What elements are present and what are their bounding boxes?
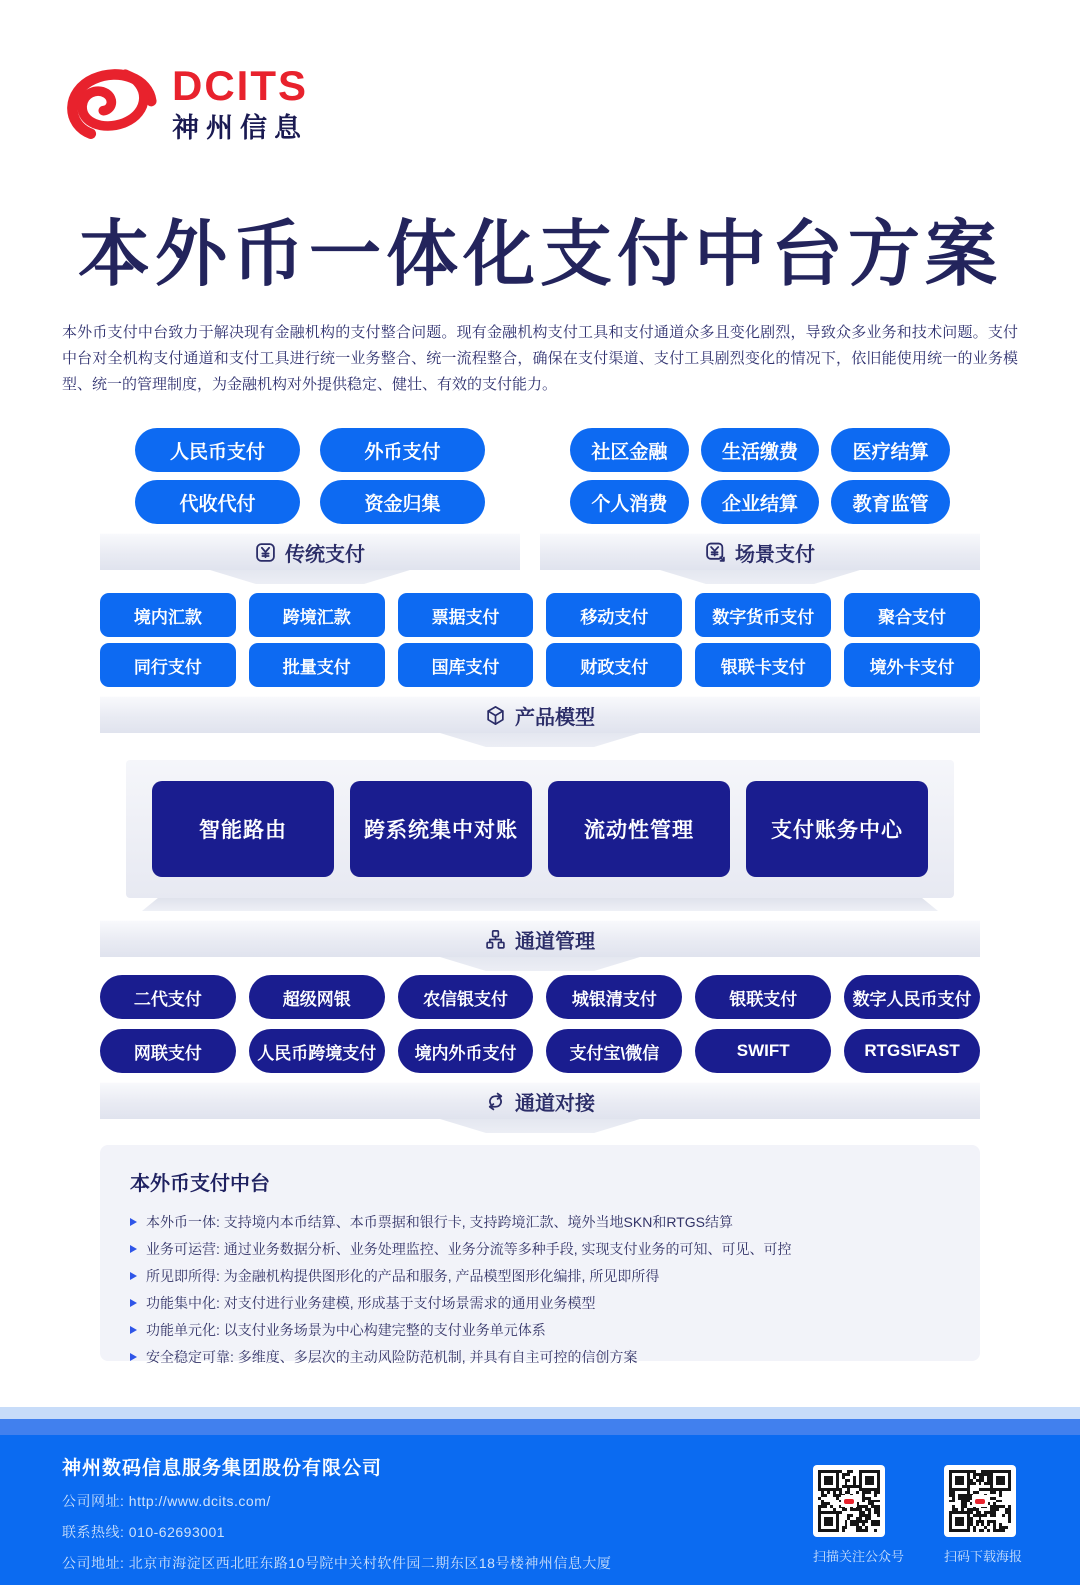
pedestal-label: 传统支付 — [285, 543, 365, 566]
channel-management-section — [100, 760, 980, 971]
product-box: 票据支付 — [398, 593, 534, 637]
bullet-arrow-icon — [130, 1326, 137, 1334]
bullet-arrow-icon — [130, 1218, 137, 1226]
channel-conn-pill: 网联支付 — [100, 1029, 236, 1073]
scene-payment-pedestal — [540, 533, 980, 584]
scene-payment-group — [540, 428, 980, 584]
channel-management-pedestal — [100, 920, 980, 971]
channel-mgmt-box: 跨系统集中对账 — [350, 781, 532, 877]
product-box: 国库支付 — [398, 643, 534, 687]
traditional-pill: 代收代付 — [135, 480, 300, 524]
scene-pill: 生活缴费 — [701, 428, 820, 472]
bullet-arrow-icon — [130, 1299, 137, 1307]
org-chart-icon — [485, 929, 506, 950]
scene-pill: 企业结算 — [701, 480, 820, 524]
brand-name-chinese: 神州信息 — [172, 112, 308, 143]
payment-groups — [100, 428, 980, 584]
pedestal-label: 通道对接 — [515, 1092, 595, 1115]
feature-bullet: 所见即所得: 为金融机构提供图形化的产品和服务, 产品模型图形化编排, 所见即所得 — [130, 1262, 950, 1289]
product-model-section — [100, 593, 980, 747]
feature-bullet: 功能单元化: 以支付业务场景为中心构建完整的支付业务单元体系 — [130, 1316, 950, 1343]
scene-pill: 社区金融 — [570, 428, 689, 472]
exchange-arrows-icon — [485, 1091, 506, 1112]
qr-caption: 扫描关注公众号 — [812, 1549, 904, 1564]
dcits-logo — [62, 61, 308, 143]
qr-center-logo — [841, 1495, 857, 1507]
channel-conn-pill: 银联支付 — [695, 975, 831, 1019]
qr-codes — [813, 1465, 1022, 1565]
channel-conn-pill: 人民币跨境支付 — [249, 1029, 385, 1073]
card-title: 本外币支付中台 — [130, 1173, 270, 1195]
product-box: 数字货币支付 — [695, 593, 831, 637]
bullet-arrow-icon — [130, 1353, 137, 1361]
channel-conn-pill: SWIFT — [695, 1029, 831, 1073]
qr-caption: 扫码下载海报 — [943, 1549, 1022, 1564]
yuan-icon — [255, 542, 276, 563]
company-address: 公司地址: 北京市海淀区西北旺东路10号院中关村软件园二期东区18号楼神州信息大厦 — [62, 1555, 612, 1571]
product-box: 批量支付 — [249, 643, 385, 687]
product-box: 跨境汇款 — [249, 593, 385, 637]
product-box: 银联卡支付 — [695, 643, 831, 687]
bullet-arrow-icon — [130, 1272, 137, 1280]
channel-mgmt-box: 流动性管理 — [548, 781, 730, 877]
traditional-pill: 外币支付 — [320, 428, 485, 472]
platform-summary-card — [100, 1145, 980, 1365]
company-name: 神州数码信息服务集团股份有限公司 — [62, 1458, 383, 1479]
pedestal-label: 通道管理 — [515, 930, 595, 953]
footer-strip-mid — [0, 1419, 1080, 1435]
intro-paragraph: 本外币支付中台致力于解决现有金融机构的支付整合问题。现有金融机构支付工具和支付通道众多且变化剧烈，导致众多业务和技术问题。支付中台对全机构支付通道和支付工具进行统一业务整合、统一流程整合，确保在支付渠道、支付工具剧烈变化的情况下，依旧能使用统一的业务模型、统一的管理制度，为金融机构对外提供稳定、健壮、有效的支付能力。 — [62, 324, 1018, 393]
feature-bullet: 安全稳定可靠: 多维度、多层次的主动风险防范机制, 并具有自主可控的信创方案 — [130, 1343, 950, 1370]
logo-swirl-icon — [62, 64, 158, 142]
cube-icon — [485, 705, 506, 726]
product-box: 财政支付 — [546, 643, 682, 687]
company-website: 公司网址: http://www.dcits.com/ — [62, 1493, 271, 1509]
product-box: 同行支付 — [100, 643, 236, 687]
product-box: 境外卡支付 — [844, 643, 980, 687]
product-box: 境内汇款 — [100, 593, 236, 637]
qr-figure-poster — [944, 1465, 1022, 1565]
channel-conn-pill: 超级网银 — [249, 975, 385, 1019]
qr-figure-wechat — [813, 1465, 904, 1565]
footer — [0, 1407, 1080, 1585]
qr-center-logo — [972, 1495, 988, 1507]
channel-conn-pill: 境内外币支付 — [398, 1029, 534, 1073]
channel-conn-pill: 城银清支付 — [546, 975, 682, 1019]
traditional-payment-pedestal — [100, 533, 520, 584]
traditional-payment-group — [100, 428, 520, 584]
scene-pill: 教育监管 — [831, 480, 950, 524]
channel-conn-pill: 农信银支付 — [398, 975, 534, 1019]
scene-pay-icon — [705, 542, 726, 563]
pedestal-label: 产品模型 — [515, 706, 595, 729]
channel-conn-pill: 数字人民币支付 — [844, 975, 980, 1019]
channel-conn-pill: RTGS\FAST — [844, 1029, 980, 1073]
footer-main — [0, 1435, 1080, 1585]
feature-bullet: 功能集中化: 对支付进行业务建模, 形成基于支付场景需求的通用业务模型 — [130, 1289, 950, 1316]
feature-bullet: 本外币一体: 支持境内本币结算、本币票据和银行卡, 支持跨境汇款、境外当地SKN和RTGS结算 — [130, 1208, 950, 1235]
company-hotline: 联系热线: 010-62693001 — [62, 1524, 226, 1540]
qr-code — [813, 1465, 885, 1537]
product-box: 聚合支付 — [844, 593, 980, 637]
bullet-arrow-icon — [130, 1245, 137, 1253]
platform-slab — [126, 760, 954, 898]
traditional-pill: 资金归集 — [320, 480, 485, 524]
feature-bullets — [130, 1208, 950, 1370]
page-title: 本外币一体化支付中台方案 — [77, 215, 1002, 295]
channel-mgmt-box: 智能路由 — [152, 781, 334, 877]
footer-strip-light — [0, 1407, 1080, 1419]
traditional-pill: 人民币支付 — [135, 428, 300, 472]
scene-pill: 个人消费 — [570, 480, 689, 524]
brand-name: DCITS — [172, 61, 308, 109]
pedestal-label: 场景支付 — [735, 543, 815, 566]
product-model-pedestal — [100, 696, 980, 747]
qr-code — [944, 1465, 1016, 1537]
channel-mgmt-box: 支付账务中心 — [746, 781, 928, 877]
feature-bullet: 业务可运营: 通过业务数据分析、业务处理监控、业务分流等多种手段, 实现支付业务的可知、可见、可控 — [130, 1235, 950, 1262]
product-box: 移动支付 — [546, 593, 682, 637]
channel-conn-pill: 支付宝\微信 — [546, 1029, 682, 1073]
scene-pill: 医疗结算 — [831, 428, 950, 472]
channel-connection-pedestal — [100, 1082, 980, 1133]
channel-conn-pill: 二代支付 — [100, 975, 236, 1019]
channel-connection-section — [100, 975, 980, 1133]
